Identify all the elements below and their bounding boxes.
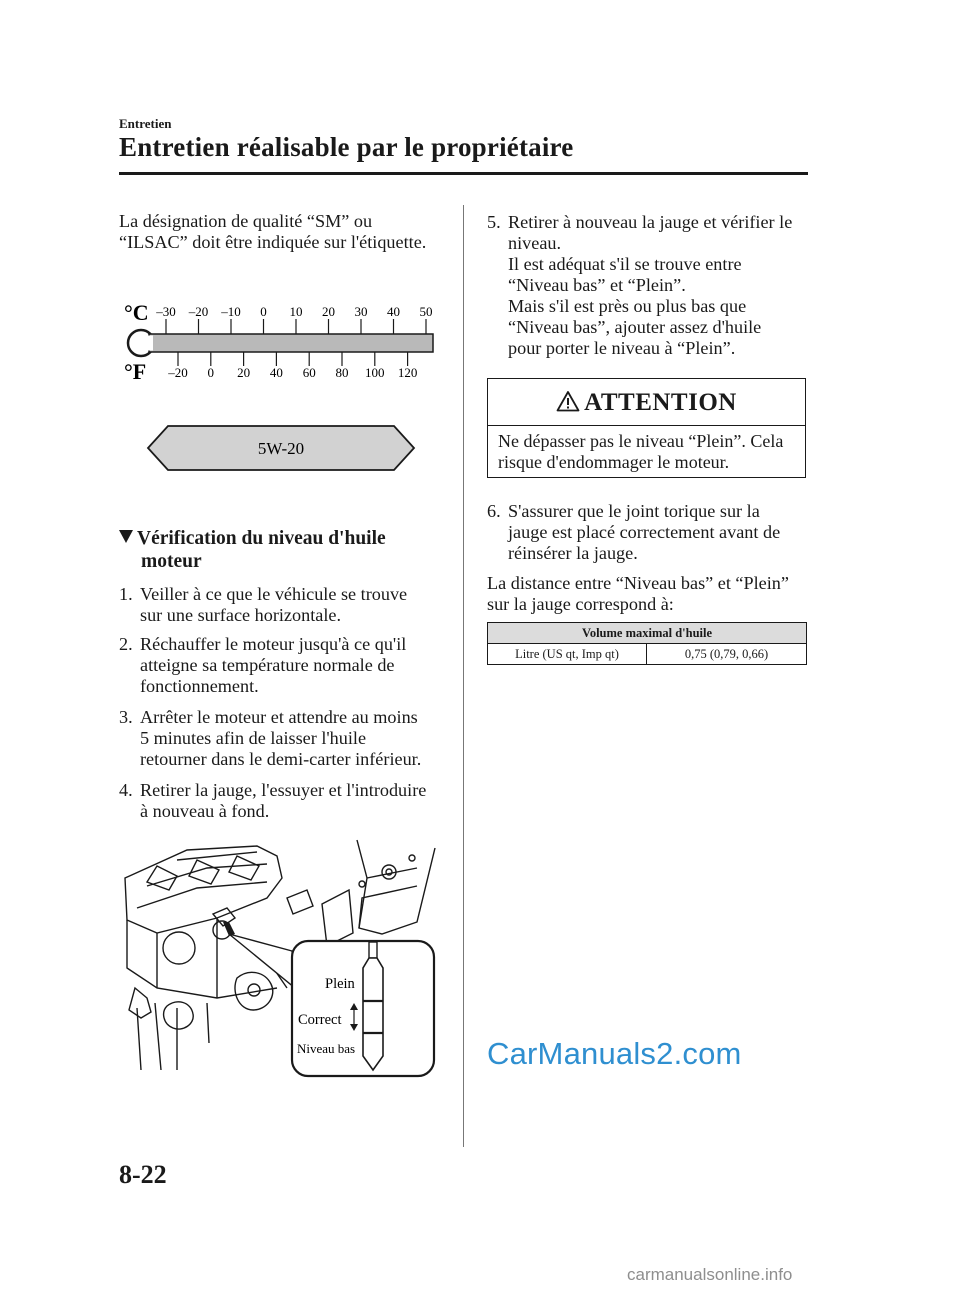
section-label: Entretien — [119, 116, 172, 131]
step-2 — [119, 634, 459, 697]
oil-grade-label: 5W-20 — [257, 439, 305, 458]
engine-dipstick-illustration — [117, 838, 439, 1080]
attention-heading — [488, 389, 805, 417]
page-title: Entretien réalisable par le propriétaire — [119, 132, 574, 162]
distance-paragraph — [487, 573, 812, 615]
table-cell-value: 0,75 (0,79, 0,66) — [647, 644, 807, 665]
step-line: Retirer la jauge, l'essuyer et l'introduire — [140, 780, 427, 800]
step-1 — [119, 584, 459, 626]
fahrenheit-tick-label: 40 — [269, 365, 283, 380]
attention-title: ATTENTION — [584, 389, 737, 416]
dipstick-blade — [363, 958, 383, 1070]
heading-line: moteur — [141, 551, 202, 572]
fahrenheit-tick-label: 20 — [237, 365, 251, 380]
fahrenheit-scale — [167, 352, 417, 380]
heading-line: Vérification du niveau d'huile — [137, 528, 386, 549]
celsius-tick-label: –20 — [188, 304, 209, 319]
celsius-tick-label: 40 — [387, 304, 400, 319]
attention-divider — [488, 425, 805, 426]
attention-body — [498, 431, 797, 473]
watermark-logo: CarManuals2.com — [487, 1036, 742, 1071]
warning-icon — [556, 390, 580, 412]
step-line: Mais s'il est près ou plus bas que — [508, 296, 747, 316]
celsius-tick-label: 20 — [322, 304, 335, 319]
distance-line: La distance entre “Niveau bas” et “Plein” — [487, 573, 789, 593]
temperature-chart — [119, 295, 439, 385]
step-5 — [487, 212, 812, 359]
celsius-tick-label: 0 — [260, 304, 267, 319]
step-number: 3. — [119, 707, 133, 727]
triangle-bullet-icon — [119, 530, 133, 543]
step-line: Veiller à ce que le véhicule se trouve — [140, 584, 408, 604]
step-number: 1. — [119, 584, 133, 604]
fahrenheit-tick-label: –20 — [168, 365, 188, 380]
step-line: “Niveau bas” et “Plein”. — [508, 275, 686, 295]
step-6 — [487, 501, 812, 564]
step-line: S'assurer que le joint torique sur la — [508, 501, 760, 521]
column-divider — [463, 205, 464, 1147]
attention-line: Ne dépasser pas le niveau “Plein”. Cela — [498, 431, 784, 451]
low-label: Niveau bas — [297, 1041, 356, 1056]
intro-line: “ILSAC” doit être indiquée sur l'étiquette. — [119, 232, 427, 252]
attention-box — [487, 378, 806, 478]
oil-volume-table — [487, 622, 807, 665]
celsius-tick-label: –10 — [221, 304, 241, 319]
celsius-unit: °C — [124, 300, 149, 325]
celsius-scale — [155, 304, 432, 334]
step-line: atteigne sa température normale de — [140, 655, 395, 675]
thermometer-tube — [149, 334, 433, 352]
table-row — [488, 644, 807, 665]
step-line: Il est adéquat s'il se trouve entre — [508, 254, 742, 274]
step-number: 6. — [487, 501, 501, 521]
attention-line: risque d'endommager le moteur. — [498, 452, 730, 472]
dipstick-shaft — [369, 942, 377, 958]
step-line: Arrêter le moteur et attendre au moins — [140, 707, 418, 727]
fahrenheit-tick-label: 60 — [302, 365, 316, 380]
step-line: Retirer à nouveau la jauge et vérifier le — [508, 212, 793, 232]
step-line: niveau. — [508, 233, 562, 253]
step-line: “Niveau bas”, ajouter assez d'huile — [508, 317, 762, 337]
full-label: Plein — [325, 976, 355, 992]
intro-line: La désignation de qualité “SM” ou — [119, 211, 373, 231]
step-line: fonctionnement. — [140, 676, 259, 696]
page-number: 8-22 — [119, 1160, 167, 1189]
step-line: retourner dans le demi-carter inférieur. — [140, 749, 422, 769]
step-number: 4. — [119, 780, 133, 800]
table-cell-label: Litre (US qt, Imp qt) — [488, 644, 647, 665]
celsius-tick-label: 50 — [419, 304, 433, 319]
correct-label: Correct — [298, 1012, 342, 1028]
step-line: pour porter le niveau à “Plein”. — [508, 338, 736, 358]
celsius-tick-label: –30 — [156, 304, 176, 319]
fahrenheit-tick-label: 100 — [365, 365, 385, 380]
step-4 — [119, 780, 459, 822]
watermark-site: carmanualsonline.info — [627, 1265, 793, 1284]
celsius-tick-label: 10 — [289, 304, 303, 319]
step-number: 2. — [119, 634, 133, 654]
section-heading — [119, 527, 449, 573]
step-line: réinsérer la jauge. — [508, 543, 638, 563]
distance-line: sur la jauge correspond à: — [487, 594, 674, 614]
callout-pointer — [229, 934, 295, 988]
step-line: à nouveau à fond. — [140, 801, 270, 821]
intro-paragraph — [119, 211, 459, 253]
celsius-tick-label: 30 — [354, 304, 368, 319]
fahrenheit-tick-label: 80 — [335, 365, 349, 380]
step-line: jauge est placé correctement avant de — [508, 522, 781, 542]
step-number: 5. — [487, 212, 501, 232]
step-line: Réchauffer le moteur jusqu'à ce qu'il — [140, 634, 407, 654]
step-line: 5 minutes afin de laisser l'huile — [140, 728, 367, 748]
fahrenheit-tick-label: 120 — [397, 365, 418, 380]
fahrenheit-unit: °F — [124, 359, 147, 384]
title-rule — [119, 172, 808, 175]
table-header: Volume maximal d'huile — [488, 623, 807, 644]
fahrenheit-tick-label: 0 — [207, 365, 215, 380]
step-line: sur une surface horizontale. — [140, 605, 341, 625]
thermometer-neck — [145, 336, 153, 351]
step-3 — [119, 707, 459, 770]
oil-grade-band — [146, 424, 416, 472]
